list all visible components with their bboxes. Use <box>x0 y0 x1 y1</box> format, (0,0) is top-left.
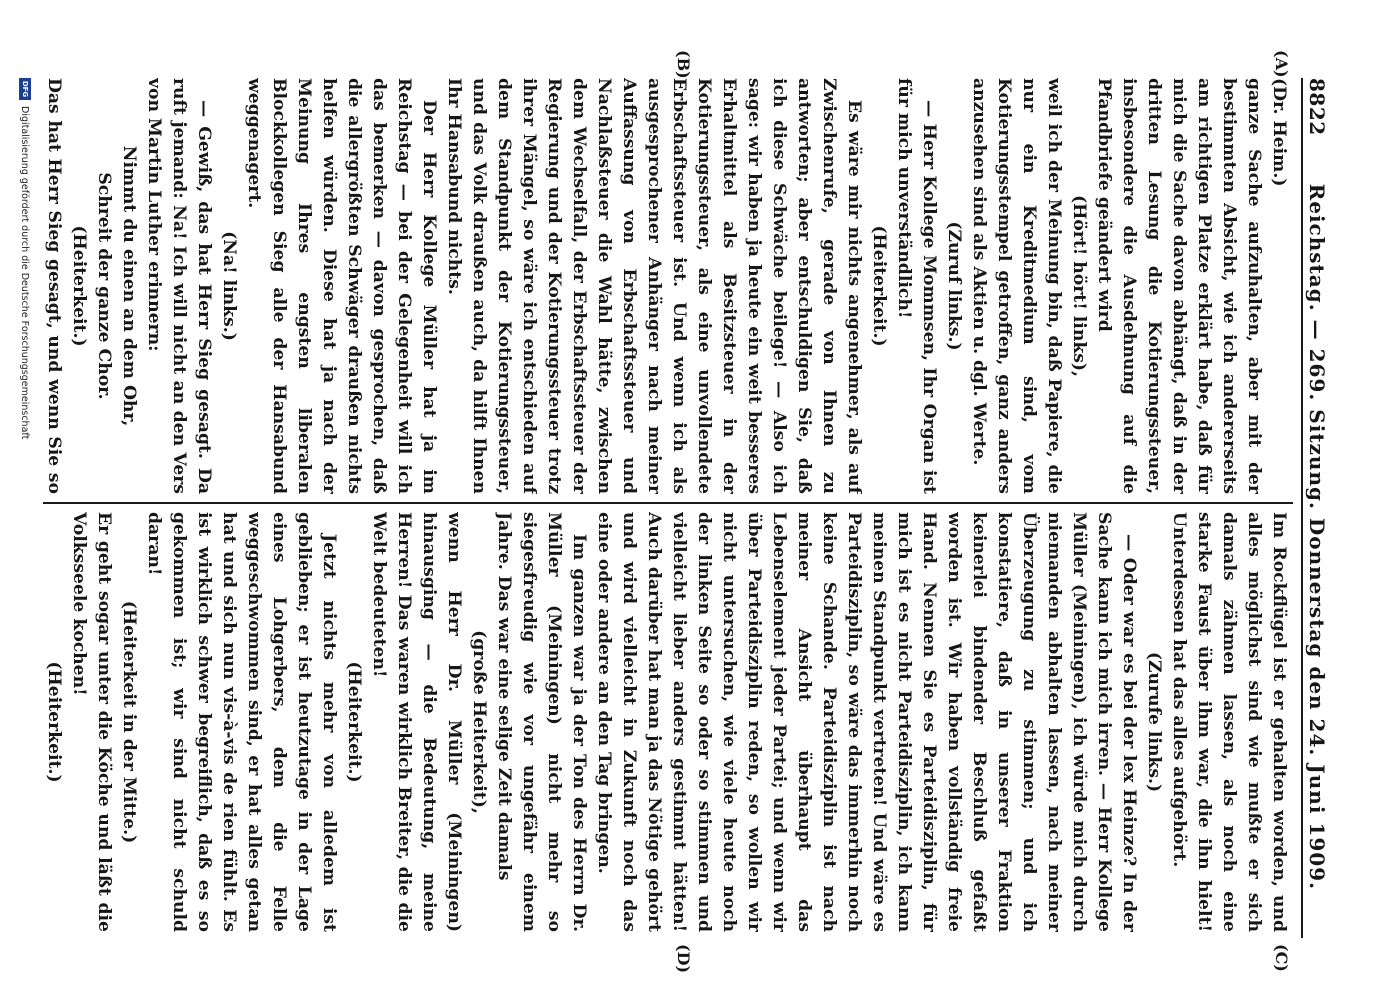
right-column-paragraph: (Zurufe links.) <box>1144 651 1164 793</box>
digitization-credit: Digitalisierung gefördert durch die Deutsche Forschungsgemeinschaft <box>19 106 31 440</box>
left-column-paragraph: — Gewiß, das hat Herr Sieg gesagt. Da ruft jemand: Na! Ich will nicht an den Vers von Martin Luther erinnern: <box>144 78 214 494</box>
left-column-paragraph: (Heiterkeit.) <box>869 225 889 347</box>
left-column-paragraph: (Na! links.) <box>219 231 239 341</box>
right-column-paragraph: Im ganzen war ja der Ton des Herrn Dr. Müller (Meiningen) nicht mehr so siegesfreudig wie vor ungefähr einem Jahre. Das war eine selige Zeit damals <box>494 512 589 932</box>
column-divider <box>43 502 1293 504</box>
dfg-logo: DFG <box>19 78 31 100</box>
margin-marker-d: (D) <box>674 944 693 974</box>
left-column-paragraph: Der Herr Kollege Müller hat ja im Reichstag — bei der Gelegenheit will ich das bemerken — davon gesprochen, daß die allergrößten Schwäger draußen nichts helfen würden. Diese hat ja nach der Meinung Ihres engsten liberalen Blockkollegen Sieg alle der Hansabund weggenagert. <box>244 78 439 494</box>
left-column-paragraph: ganze Sache aufzuhalten, aber mit der bestimmten Absicht, wie ich andererseits am richtigen Platze erklärt habe, daß für mich die Sache davon abhängt, daß in der dritten Lesung die Kotierungssteuer, insbesondere die Ausdehnung auf die Pfandbriefe geändert wird <box>1094 78 1264 494</box>
margin-marker-a: (A) <box>1272 50 1291 78</box>
right-column-paragraph: — Oder war es bei der lex Heinze? In der Sache kann ich mich irren. — Herr Kollege Müller (Meiningen), ich würde mich durch niemanden abhalten lassen, nach meiner Überzeugung zu stimmen; und ich konstatiere, daß in unserer Fraktion keinerlei bindender Beschluß gefaßt worden ist. Wir haben vollständig freie Hand. Nennen Sie es Parteidisziplin, für mich ist es nicht Parteidisziplin, ich kann meinen Standpunkt vertreten! Und wäre es Parteidisziplin, so wäre das immerhin noch keine Schande. Parteidisziplin ist nach meiner Ansicht überhaupt das Lebenselement jeder Partei; und wenn wir über Parteidisziplin reden, so wollen wir nicht untersuchen, wie viele heute noch der linken Seite so oder so stimmen und vielleicht lieber anders gestimmt hätten! Auch darüber hat man ja das Nötige gehört und wird vielleicht in Zukunft noch das eine oder andere an den Tag bringen. <box>594 512 1139 932</box>
page-number: 8822 <box>1305 78 1329 136</box>
margin-marker-c: (C) <box>1272 944 1291 972</box>
left-text-column <box>41 78 1291 494</box>
right-column-paragraph: (große Heiterkeit), <box>469 630 489 814</box>
right-column-paragraph: (Heiterkeit.) <box>344 661 364 783</box>
page-header <box>1301 78 1335 938</box>
left-column-paragraph: Es wäre mir nichts angenehmer, als auf Zwischenrufe, gerade von Ihnen zu antworten; aber entschuldigen Sie, daß ich diese Schwäche beilege! — Also ich sage: wir haben ja heute ein weit besseres Erhaltmittel als Besitzsteuer in der Kotierungssteuer, als eine unvollendete Erbschaftssteuer ist. Und wenn ich als ausgesprochener Anhänger nach meiner Auffassung von Erbschaftssteuer und Nachlaßsteuer die Wahl hätte, zwischen dem Wechselfall, der Erbschaftssteuer der Regierung und der Kotierungssteuer trotz ihrer Mängel, so wäre ich entschieden auf dem Standpunkt der Kotierungssteuer, und das Volk draußen auch, da hilft Ihnen Ihr Hansabund nichts. <box>444 78 864 494</box>
right-column-paragraph: (Heiterkeit in der Mitte.) <box>119 600 139 844</box>
left-column-paragraph: (Heiterkeit.) <box>69 225 89 347</box>
right-column-paragraph: Jetzt nichts mehr von alledem ist geblieben; er ist heutzutage in der Lage eines Lohgerbers, dem die Felle weggeschwommen sind, er hat alles getan hat und sich nun vis-à-vis de rien fühlt. Es ist wirklich schwer begreiflich, daß es so gekommen ist; wir sind nicht schuld daran! <box>144 512 339 932</box>
left-column-paragraph: (Zuruf links.) <box>944 221 964 351</box>
left-column-paragraph: weil ich der Meinung bin, daß Papiere, die nur ein Kreditmedium sind, vom Kotierungsstempel getroffen, ganz anders anzusehen sind als Aktien u. dgl. Werte. <box>969 78 1064 494</box>
right-column-paragraph: Er geht sogar unter die Köche und läßt die Volksseele kochen! <box>69 512 114 932</box>
margin-marker-b: (B) <box>674 50 693 79</box>
left-column-paragraph: Das hat Herr Sieg gesagt, und wenn Sie so <box>44 78 64 494</box>
left-column-paragraph: Nimmt du einen an dem Ohr, <box>119 145 139 427</box>
right-column-paragraph: wenn Herr Dr. Müller (Meiningen) hinausging — die Bedeutung, meine Herren! Das waren wirklich Breiter, die die Welt bedeuteten! <box>369 512 464 932</box>
left-column-paragraph: (Hört! hört! links), <box>1069 194 1089 378</box>
left-column-paragraph: — Herr Kollege Mommsen, Ihr Organ ist für mich unverständlich! <box>894 78 939 494</box>
right-text-column <box>41 512 1291 932</box>
right-column-paragraph: (Heiterkeit.) <box>44 661 64 783</box>
page-footer <box>19 78 31 938</box>
page-title: Reichstag. — 269. Sitzung. Donnerstag den 24. Juni 1909. <box>1305 183 1329 891</box>
right-column-paragraph: Im Rockflügel ist er gehalten worden, und alles möglichst sind wie mußte er sich damals zähmen lassen, als noch eine starke Faust über ihm war, die ihn hielt! Unterdessen hat das alles aufgehört. <box>1169 512 1289 932</box>
left-column-paragraph: Schreit der ganze Chor. <box>94 172 114 400</box>
left-column-paragraph: (Dr. Heim.) <box>1269 78 1289 187</box>
